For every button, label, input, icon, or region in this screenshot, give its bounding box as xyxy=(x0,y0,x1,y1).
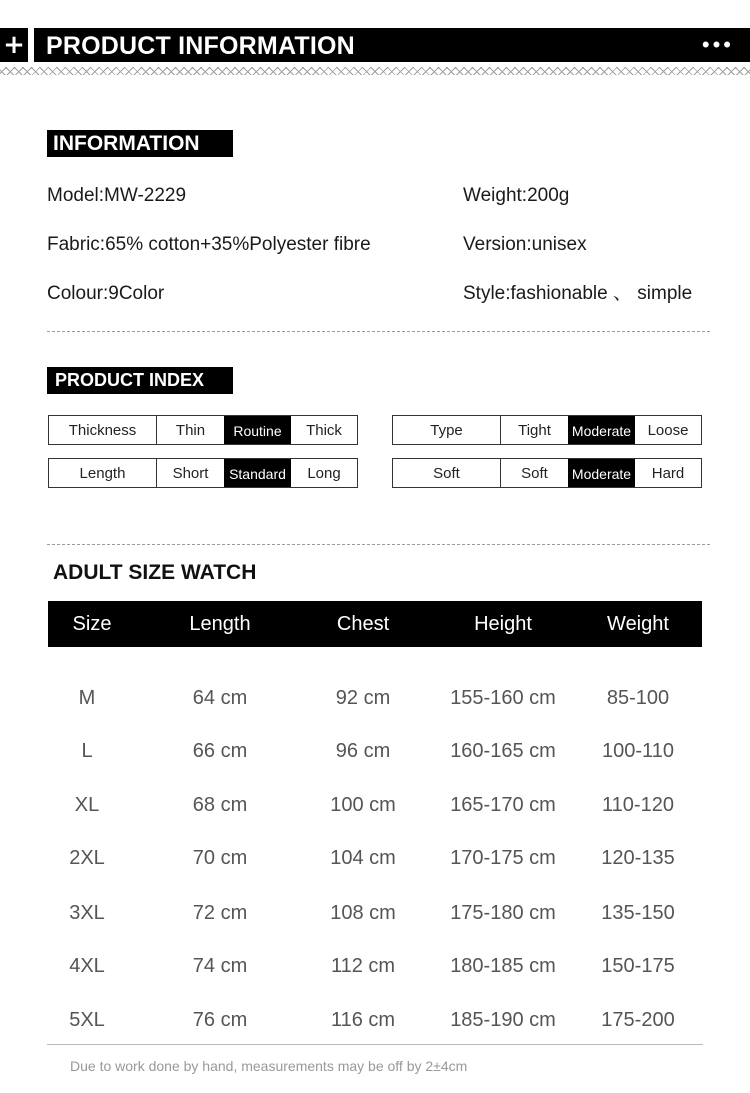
index-label: Length xyxy=(49,459,157,487)
index-option-selected: Standard xyxy=(224,459,291,487)
table-cell: 108 cm xyxy=(330,902,396,924)
table-row xyxy=(48,843,702,873)
index-option: Hard xyxy=(651,465,685,482)
index-option: Thin xyxy=(175,422,206,439)
column-header: Weight xyxy=(607,613,669,635)
table-cell: 74 cm xyxy=(192,955,248,977)
table-cell: 155-160 cm xyxy=(450,687,556,709)
table-cell: 180-185 cm xyxy=(450,955,556,977)
table-cell: 64 cm xyxy=(192,687,248,709)
table-cell: XL xyxy=(74,794,100,816)
table-cell: 160-165 cm xyxy=(450,740,556,762)
index-option: Tight xyxy=(518,422,551,439)
table-row xyxy=(48,1005,702,1035)
info-model: Model:MW-2229 xyxy=(47,185,187,206)
table-cell: 120-135 xyxy=(601,847,675,869)
page-title: PRODUCT INFORMATION xyxy=(46,32,355,60)
table-cell: 175-180 cm xyxy=(450,902,556,924)
index-row-thickness xyxy=(48,415,358,445)
table-cell: 92 cm xyxy=(335,687,391,709)
table-cell: 4XL xyxy=(69,955,105,977)
info-colour: Colour:9Color xyxy=(47,283,165,304)
index-row-soft xyxy=(392,458,702,488)
table-cell: 76 cm xyxy=(192,1009,248,1031)
table-cell: 70 cm xyxy=(192,847,248,869)
index-option: Short xyxy=(172,465,209,482)
table-cell: L xyxy=(81,740,93,762)
size-table-header xyxy=(48,601,702,647)
table-row xyxy=(48,736,702,766)
table-cell: 116 cm xyxy=(330,1009,396,1031)
dashed-divider xyxy=(47,544,710,545)
plus-icon: + xyxy=(0,28,28,62)
table-cell: 135-150 xyxy=(601,902,675,924)
table-cell: 66 cm xyxy=(192,740,248,762)
table-row xyxy=(48,790,702,820)
table-bottom-divider xyxy=(47,1044,703,1045)
column-header: Length xyxy=(189,613,251,635)
info-style: Style:fashionable 、 simple xyxy=(463,283,693,304)
zigzag-divider xyxy=(0,67,750,75)
table-row xyxy=(48,898,702,928)
measurement-note: Due to work done by hand, measurements may be off by 2±4cm xyxy=(70,1058,468,1074)
index-option-selected: Moderate xyxy=(568,416,635,444)
table-cell: 3XL xyxy=(69,902,105,924)
table-cell: M xyxy=(78,687,96,709)
table-cell: 185-190 cm xyxy=(450,1009,556,1031)
table-cell: 175-200 xyxy=(601,1009,675,1031)
column-header: Size xyxy=(72,613,112,635)
table-cell: 104 cm xyxy=(330,847,396,869)
table-cell: 85-100 xyxy=(606,687,670,709)
index-option-selected: Moderate xyxy=(568,459,635,487)
column-header: Chest xyxy=(336,613,390,635)
index-label: Type xyxy=(393,416,501,444)
index-row-length xyxy=(48,458,358,488)
index-label: Soft xyxy=(393,459,501,487)
index-option: Thick xyxy=(306,422,342,439)
table-cell: 100-110 xyxy=(602,740,674,762)
table-cell: 96 cm xyxy=(335,740,391,762)
index-option: Soft xyxy=(521,465,548,482)
table-cell: 2XL xyxy=(69,847,105,869)
table-cell: 112 cm xyxy=(330,955,396,977)
table-cell: 5XL xyxy=(69,1009,105,1031)
header-bar xyxy=(34,28,750,62)
table-row xyxy=(48,683,702,713)
table-cell: 68 cm xyxy=(192,794,248,816)
table-cell: 165-170 cm xyxy=(450,794,556,816)
info-fabric: Fabric:65% cotton+35%Polyester fibre xyxy=(47,234,371,255)
info-version: Version:unisex xyxy=(463,234,587,255)
product-index-heading: PRODUCT INDEX xyxy=(47,367,233,394)
table-cell: 100 cm xyxy=(330,794,396,816)
size-chart-title: ADULT SIZE WATCH xyxy=(53,561,257,584)
index-row-type xyxy=(392,415,702,445)
column-header: Height xyxy=(474,613,532,635)
table-cell: 150-175 xyxy=(601,955,675,977)
more-dots-icon: ••• xyxy=(701,32,734,57)
table-cell: 72 cm xyxy=(192,902,248,924)
index-label: Thickness xyxy=(49,416,157,444)
index-option: Loose xyxy=(647,422,689,439)
table-cell: 170-175 cm xyxy=(450,847,556,869)
table-row xyxy=(48,951,702,981)
index-option-selected: Routine xyxy=(224,416,291,444)
dashed-divider xyxy=(47,331,710,332)
table-cell: 110-120 xyxy=(602,794,674,816)
info-weight: Weight:200g xyxy=(463,185,570,206)
information-heading: INFORMATION xyxy=(47,130,233,157)
index-option: Long xyxy=(307,465,341,482)
